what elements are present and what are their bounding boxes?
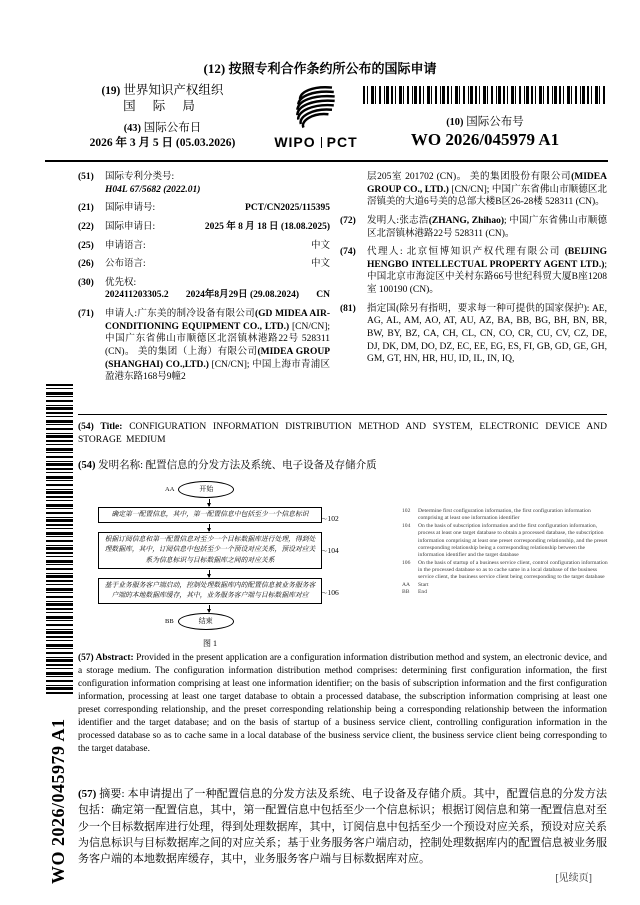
title-section [78, 421, 607, 472]
field-publication-language [78, 258, 330, 271]
publication-number-label-line [362, 113, 608, 129]
publication-date-label-line [70, 121, 255, 136]
legend-entry-106 [402, 560, 608, 582]
legend-text: Start [418, 581, 429, 588]
applicants-text: 申请人:广东美的制冷设备有限公司(GD MIDEA AIR-CONDITIONING EQUIPMENT CO., LTD.) [CN/CN]; 中国广东省佛山市顺德区北滘镇林港路22号 528311 (CN)。 美的集团（上海）有限公司(MIDEA GROUP (SHANGHAI) CO.,LTD.) [CN/CN]; 中国上海市青浦区盈港东路168号9幢2 [105, 309, 331, 383]
field-priority [78, 277, 330, 302]
filing-date-value: 2025 年 8 月 18 日 (18.08.2025) [204, 221, 330, 232]
inid-25: (25) [78, 240, 94, 251]
title-chinese: (54) 发明名称: 配置信息的分发方法及系统、电子设备及存储介质 [78, 459, 377, 471]
filing-language-label: 申请语言: [105, 240, 146, 251]
field-applicants [78, 308, 330, 384]
filing-date-row [105, 221, 330, 234]
inid-74: (74) [340, 247, 356, 258]
application-number-row [105, 202, 330, 215]
continuation-note: [见续页] [555, 873, 592, 884]
step-102-text: 确定第一配置信息，其中，第一配置信息中包括至少一个信息标识 [111, 511, 309, 518]
figure-1-flowchart [85, 481, 375, 649]
field-application-number [78, 202, 330, 215]
step-104-text: 根据订阅信息和第一配置信息对至少一个目标数据库进行处理，得到处理数据库，其中，订阅信息中包括至少一个预设对应关系，预设对应关系为信息标识与目标数据库之间的对应关系 [104, 536, 316, 564]
legend-entry-104 [402, 523, 608, 560]
inid-51: (51) [78, 172, 94, 182]
inid-blank [340, 171, 367, 209]
title-english: (54) Title: CONFIGURATION INFORMATION DISTRIBUTION METHOD AND SYSTEM, ELECTRONIC DEVICE AND STORAGE MEDIUM [78, 422, 607, 446]
designated-states-text: 指定国(除另有指明，要求每一种可提供的国家保护): AE, AG, AL, AM, AO, AT, AU, AZ, BA, BB, BG, BH, BN, BR, BW, BY, BZ, CA, CH, CL, CN, CO, CR, CU, CV, CZ, DE, DJ, DK, DM, DO, DZ, EC, EE, EG, ES, FI, GB, GD, GE, GH, GM, GT, HN, HR, HU, ID, IL, IN, IQ, [367, 303, 607, 365]
flowchart-step-106 [98, 578, 339, 604]
inventors-text: 发明人:张志浩(ZHANG, Zhihao); 中国广东省佛山市顺德区北滘镇林港路22号 528311 (CN)。 [367, 215, 608, 239]
abstract-chinese: (57) 摘要: 本申请提出了一种配置信息的分发方法及系统、电子设备及存储介质。其中，配置信息的分发方法包括：确定第一配置信息，其中，第一配置信息中包括至少一个信息标识；根据订阅信息和第一配置信息对至少一个目标数据库进行处理，得到处理数据库，其中，订阅信息中包括至少一个预设对应关系，预设对应关系为信息标识与目标数据库之间的对应关系；基于业务服务客户端启动，控制处理数据库内的配置信息被业务服务客户端的本地数据库缓存，其中，业务服务客户端与目标数据库对应。 [78, 788, 607, 866]
field-filing-date [78, 221, 330, 234]
inid-10: (10) [446, 117, 464, 128]
publication-language-row [105, 258, 330, 271]
flowchart-step-104 [98, 532, 339, 569]
wipo-logo [258, 84, 374, 150]
publication-number-value: WO 2026/045979 A1 [410, 130, 560, 149]
field-applicants-continued [340, 171, 607, 209]
legend-ref: 106 [402, 559, 411, 566]
priority-date: 2024年8月29日 (29.08.2024) [185, 290, 300, 301]
legend-ref: AA [402, 581, 411, 588]
inid-43: (43) [123, 123, 141, 135]
end-tag: BB [165, 618, 174, 626]
ipc-label: 国际专利分类号: [105, 172, 175, 182]
logo-separator [321, 137, 322, 148]
inid-30: (30) [78, 277, 94, 288]
flowchart-start-row [85, 481, 375, 498]
field-ipc [78, 171, 330, 196]
legend-text: Determine first configuration information, the first configuration information comprising at least one information identifier [418, 508, 591, 522]
priority-body [105, 277, 330, 302]
legend-ref: 102 [402, 508, 411, 514]
priority-country: CN [316, 290, 330, 301]
legend-ref: 104 [402, 522, 411, 529]
field-designated-states [340, 303, 607, 366]
publication-type-heading: (12) 按照专利合作条约所公布的国际申请 [203, 61, 437, 76]
flow-arrow-icon [209, 499, 210, 506]
publication-date-label: 国际公布日 [143, 122, 202, 135]
org-name-line [70, 83, 255, 99]
section-rule [78, 414, 607, 415]
inid-19: (19) [101, 85, 121, 97]
filing-language-row [105, 240, 330, 253]
legend-ref: BB [402, 589, 410, 596]
application-number-value: PCT/CN2025/115395 [245, 203, 330, 214]
flow-arrow-icon [209, 524, 210, 531]
barcode-top-icon [363, 86, 607, 104]
application-number-label: 国际申请号: [105, 203, 156, 214]
inid-21: (21) [78, 203, 94, 214]
wipo-swirl-icon [286, 84, 346, 132]
publication-number-block [362, 86, 608, 150]
publication-language-value: 中文 [310, 259, 330, 270]
legend-text: On the basis of startup of a business service client, control configuration information in the processed database so as to cache same in a local database of the business service client, the business service client being corresponding to the target database [418, 559, 608, 581]
priority-entry [105, 289, 330, 302]
inid-22: (22) [78, 221, 94, 232]
start-tag: AA [165, 486, 175, 493]
filing-date-label: 国际申请日: [105, 221, 156, 232]
issuing-organization-block [70, 83, 255, 151]
figure-caption: 图 1 [203, 639, 217, 649]
legend-entry-bb [402, 589, 608, 596]
priority-number: 202411203305.2 [105, 290, 169, 301]
agent-text: 代理人: 北京恒博知识产权代理有限公司 (BEIJING HENGBO INTELLECTUAL PROPERTY AGENT LTD.); 中国北京市海淀区中关村东路66号世纪科贸大厦B座1208室 100190 (CN)。 [367, 247, 607, 295]
legend-entry-aa [402, 582, 608, 589]
org-bureau: 国 际 局 [123, 98, 202, 113]
barcode-side-icon [46, 384, 73, 694]
applicants-continued-text: 层205室 201702 (CN)。 美的集团股份有限公司(MIDEA GROUP CO., LTD.) [CN/CN]; 中国广东省佛山市顺德区北滘镇美的大道6号美的总部大楼B区26-28楼 528311 (CN)。 [367, 172, 607, 208]
wipo-label: WIPO [274, 134, 316, 150]
figure-legend [402, 508, 608, 597]
inid-71: (71) [78, 309, 94, 319]
field-inventors [340, 215, 607, 240]
ref-104: ～ 104 [321, 545, 339, 557]
org-name: 世界知识产权组织 [123, 83, 224, 97]
publication-date-value: 2026 年 3 月 5 日 (05.03.2026) [89, 137, 236, 150]
header-rule [45, 160, 608, 162]
inid-26: (26) [78, 259, 94, 270]
pct-label: PCT [326, 134, 358, 150]
flow-arrow-icon [209, 570, 210, 577]
flowchart-end-row [85, 613, 375, 630]
step-106-text: 基于业务服务客户端启动，控制处理数据库内的配置信息被业务服务客户端的本地数据库缓存，其中，业务服务客户端与目标数据库对应 [104, 581, 316, 599]
ipc-body [105, 171, 330, 196]
flowchart-step-102 [98, 507, 339, 523]
start-terminator: 开始 [178, 481, 234, 498]
legend-text: End [418, 589, 428, 596]
inid-72: (72) [340, 215, 356, 226]
inid-81: (81) [340, 303, 356, 314]
publication-language-label: 公布语言: [105, 259, 146, 270]
legend-entry-102 [402, 508, 608, 523]
end-terminator: 结束 [178, 613, 234, 630]
flow-arrow-icon [209, 605, 210, 612]
field-filing-language [78, 240, 330, 253]
biblio-left-column [78, 171, 330, 390]
publication-number-label: 国际公布号 [466, 116, 524, 128]
sidebar-publication-number: WO 2026/045979 A1 [48, 718, 68, 884]
legend-text: On the basis of subscription information and the first configuration information, process at least one target database to obtain a processed database, the subscription information comprising at least one preset corresponding relationship, and the preset corresponding relationship being a corresponding relationship between the information identifier and the target database [418, 522, 608, 559]
filing-language-value: 中文 [310, 240, 330, 251]
field-agent [340, 246, 607, 297]
ref-102: ～ 102 [321, 513, 339, 525]
biblio-right-column [340, 171, 607, 372]
ipc-value: H04L 67/5682 (2022.01) [105, 184, 201, 195]
ref-106: ～ 106 [321, 587, 339, 599]
wipo-pct-wordmark [258, 134, 374, 150]
abstract-english: (57) Abstract: Provided in the present application are a configuration information distribution method and system, an electronic device, and a storage medium. The configuration information distribution method comprises: determining first configuration information, the first configuration information comprising at least one information identifier; on the basis of subscription information and the first configuration information, processing at least one target database to obtain a processed database, the subscription information comprising at least one preset corresponding relationship, and the preset corresponding relationship being a corresponding relationship between the information identifier and the target database; and on the basis of startup of a business service client, controlling configuration information in the processed database so as to cache same in a local database of the business service client, the business service client being corresponding to the target database. [78, 653, 607, 754]
priority-label: 优先权: [105, 277, 137, 288]
